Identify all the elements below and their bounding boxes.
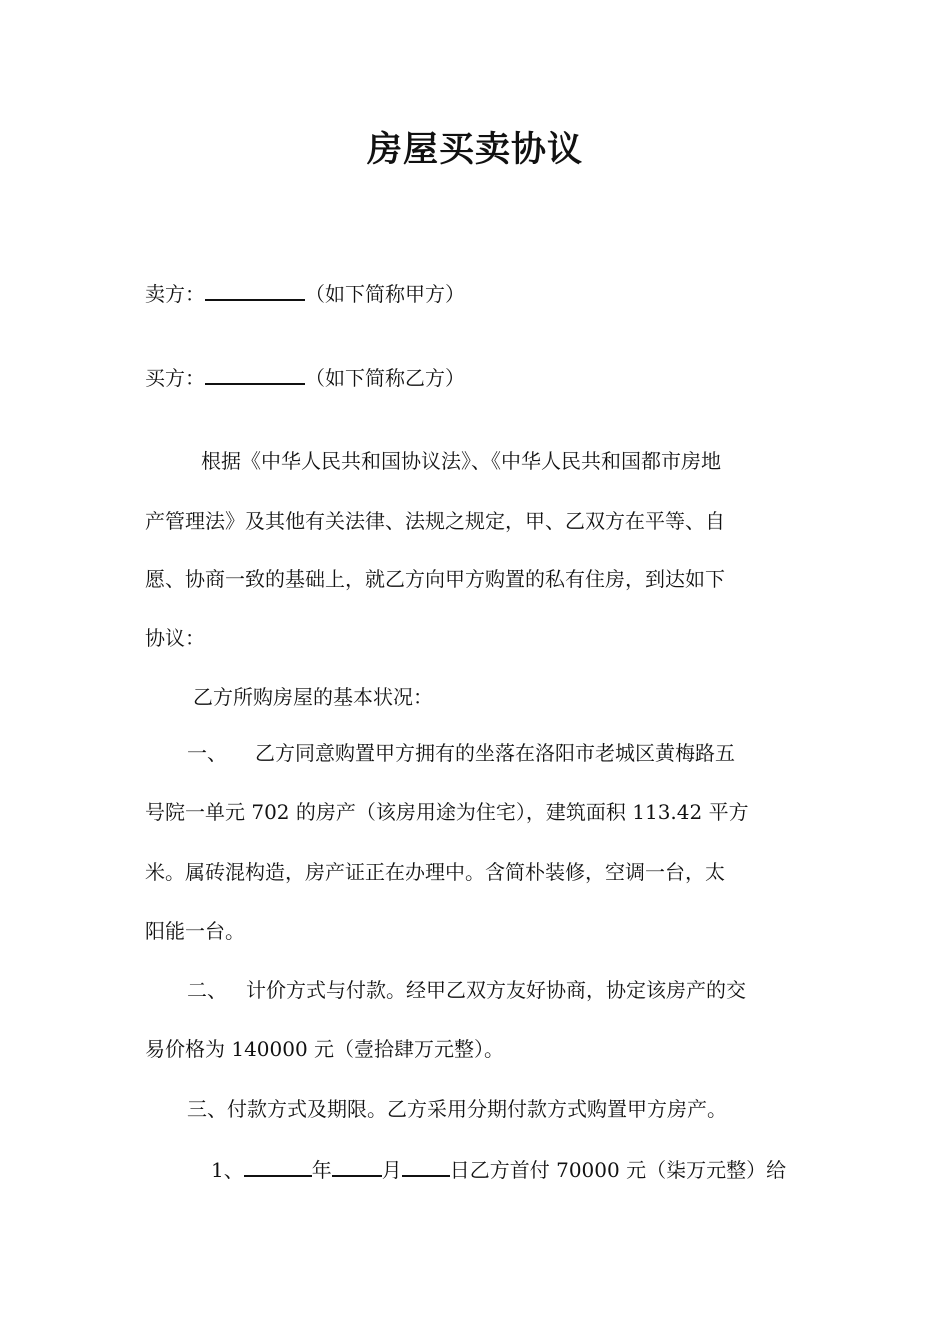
payment1-month-blank[interactable] (332, 1153, 382, 1177)
payment1-rest: 日乙方首付 70000 元（柒万元整）给 (449, 1158, 787, 1182)
preamble-line-2: 产管理法》及其他有关法律、法规之规定，甲、乙双方在平等、自 (145, 509, 725, 533)
payment1-line (211, 1153, 786, 1185)
buyer-line (145, 361, 465, 393)
clause1-line-1: 乙方同意购置甲方拥有的坐落在洛阳市老城区黄梅路五 (255, 741, 735, 765)
payment1-year-label: 年 (311, 1158, 332, 1182)
payment1-year-blank[interactable] (244, 1153, 312, 1177)
document-title: 房屋买卖协议 (366, 129, 583, 170)
preamble-line-1: 根据《中华人民共和国协议法》、《中华人民共和国都市房地 (201, 449, 721, 473)
clause1-line-3: 米。属砖混构造，房产证正在办理中。含简朴装修，空调一台，太 (145, 860, 725, 884)
buyer-label: 买方： (145, 366, 205, 390)
clause1-number: 一、 (187, 741, 227, 765)
buyer-name-blank[interactable] (205, 361, 305, 385)
basic-heading: 乙方所购房屋的基本状况： (193, 685, 433, 709)
clause1-line-2: 号院一单元 702 的房产（该房用途为住宅），建筑面积 113.42 平方 (145, 800, 749, 824)
clause2-number: 二、 (187, 978, 227, 1002)
seller-line (145, 277, 465, 309)
clause2-line-2: 易价格为 140000 元（壹拾肆万元整）。 (145, 1037, 505, 1061)
payment1-month-label: 月 (381, 1158, 402, 1182)
seller-name-blank[interactable] (205, 277, 305, 301)
seller-label: 卖方： (145, 282, 205, 306)
clause3-line: 三、付款方式及期限。乙方采用分期付款方式购置甲方房产。 (187, 1097, 727, 1121)
payment1-number: 1、 (211, 1158, 244, 1182)
clause1-line-4: 阳能一台。 (145, 919, 245, 943)
clause2-line-1: 计价方式与付款。经甲乙双方友好协商，协定该房产的交 (246, 978, 746, 1002)
seller-note: （如下简称甲方） (305, 282, 465, 306)
preamble-line-4: 协议： (145, 626, 205, 650)
preamble-line-3: 愿、协商一致的基础上，就乙方向甲方购置的私有住房，到达如下 (145, 567, 725, 591)
payment1-day-blank[interactable] (402, 1153, 450, 1177)
buyer-note: （如下简称乙方） (305, 366, 465, 390)
